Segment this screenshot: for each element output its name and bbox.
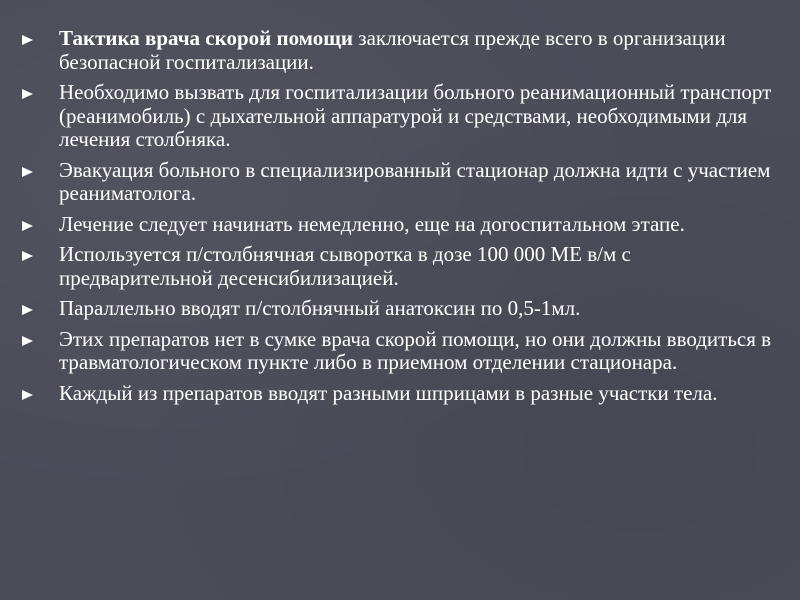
triangle-right-icon bbox=[22, 167, 33, 177]
bullet-text: Этих препаратов нет в сумке врача скорой помощи, но они должны вводиться в травматологическом пункте либо в приемном отделении стационара. bbox=[59, 326, 772, 374]
bullet-item-3 bbox=[22, 159, 782, 206]
triangle-right-icon bbox=[22, 89, 33, 99]
bullet-text: заключается прежде всего в организации безопасной госпитализации. bbox=[59, 26, 726, 74]
bullet-text: Используется п/столбнячная сыворотка в дозе 100 000 МЕ в/м с предварительной десенсибилизацией. bbox=[59, 242, 631, 290]
bullet-item-7 bbox=[22, 328, 782, 375]
bullet-text: Параллельно вводят п/столбнячный анатоксин по 0,5-1мл. bbox=[59, 296, 581, 320]
bullet-item-6 bbox=[22, 297, 782, 321]
bullet-item-8 bbox=[22, 382, 782, 406]
triangle-right-icon bbox=[22, 336, 33, 346]
bullet-item-2 bbox=[22, 81, 782, 152]
triangle-right-icon bbox=[22, 35, 33, 45]
bullet-item-4 bbox=[22, 213, 782, 237]
triangle-right-icon bbox=[22, 221, 33, 231]
bullet-lead: Тактика врача скорой помощи bbox=[59, 26, 354, 50]
bullet-text: Каждый из препаратов вводят разными шприцами в разные участки тела. bbox=[59, 380, 718, 405]
triangle-right-icon bbox=[22, 390, 33, 400]
bullet-text: Лечение следует начинать немедленно, еще на догоспитальном этапе. bbox=[59, 211, 685, 236]
bullet-text: Необходимо вызвать для госпитализации больного реанимационный транспорт (реанимобиль) с дыхательной аппаратурой и средствами, необходимыми для лечения столбняка. bbox=[59, 80, 772, 151]
bullet-item-1 bbox=[22, 27, 782, 74]
bullet-item-5 bbox=[22, 243, 782, 290]
triangle-right-icon bbox=[22, 305, 33, 315]
triangle-right-icon bbox=[22, 251, 33, 261]
bullet-list bbox=[22, 27, 782, 412]
bullet-text: Эвакуация больного в специализированный стационар должна идти с участием реаниматолога. bbox=[59, 157, 771, 205]
